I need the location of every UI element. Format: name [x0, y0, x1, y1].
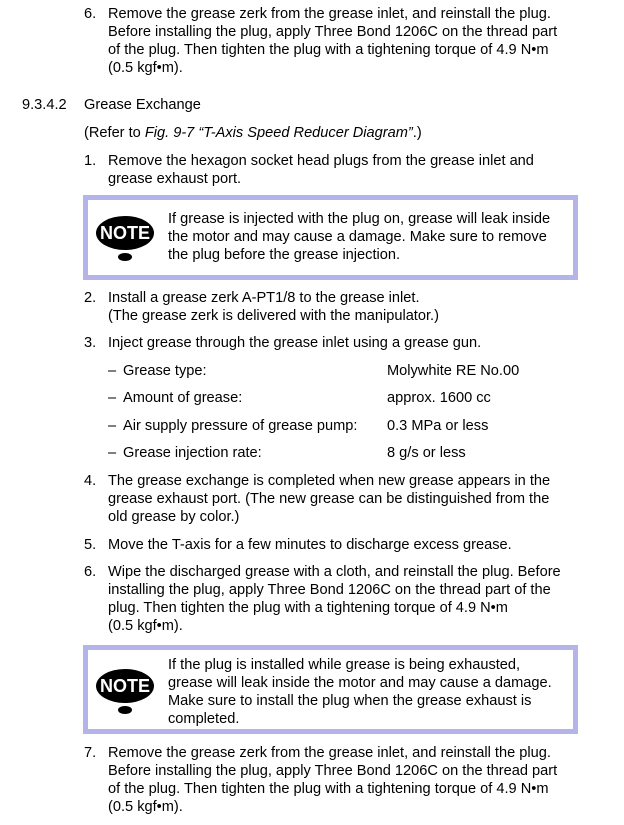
step-number: 6.: [84, 6, 97, 22]
note-icon: [95, 665, 155, 715]
step-text: Move the T-axis for a few minutes to discharge excess grease.: [108, 537, 512, 553]
spec-value: approx. 1600 cc: [387, 390, 491, 406]
step-number: 4.: [84, 473, 97, 489]
step-number: 7.: [84, 745, 97, 761]
section-number: 9.3.4.2: [22, 97, 67, 113]
step-number: 6.: [84, 564, 97, 580]
spec-value: 0.3 MPa or less: [387, 418, 489, 434]
step-number: 2.: [84, 290, 97, 306]
step-text: Remove the grease zerk from the grease inlet, and reinstall the plug. Before installing the plug, apply Three Bond 1206C on the thread part of the plug. Then tighten the plug with a tightening torque of 4.9 N•m (0.5 kgf•m).: [108, 745, 558, 815]
note-text: If grease is injected with the plug on, grease will leak inside the motor and may cause a damage. Make sure to remove the plug before the grease injection.: [168, 211, 551, 263]
note-text: If the plug is installed while grease is being exhausted, grease will leak inside the motor and may cause a damage. Make sure to install the plug when the grease exhaust is completed.: [168, 657, 552, 727]
step-text: Remove the grease zerk from the grease inlet, and reinstall the plug. Before installing the plug, apply Three Bond 1206C on the thread part of the plug. Then tighten the plug with a tightening torque of 4.9 N•m (0.5 kgf•m).: [108, 6, 558, 76]
step-text: Install a grease zerk A-PT1/8 to the grease inlet. (The grease zerk is delivered with the manipulator.): [108, 290, 439, 324]
step-number: 1.: [84, 153, 97, 169]
step-text: Remove the hexagon socket head plugs from the grease inlet and grease exhaust port.: [108, 153, 534, 187]
figure-link[interactable]: Fig. 9-7 “T-Axis Speed Reducer Diagram”: [144, 125, 413, 141]
svg-text:NOTE: NOTE: [99, 223, 151, 243]
figure-reference: (Refer to Fig. 9-7 “T-Axis Speed Reducer Diagram”.): [84, 125, 422, 141]
note-box: [83, 645, 578, 734]
step-text: Wipe the discharged grease with a cloth, and reinstall the plug. Before installing the plug, apply Three Bond 1206C on the thread part of the plug. Then tighten the plug with a tightening torque of 4.9 N•m (0.5 kgf•m).: [108, 564, 561, 634]
step-number: 5.: [84, 537, 97, 553]
step-text: Inject grease through the grease inlet using a grease gun.: [108, 335, 482, 351]
note-icon: [95, 212, 155, 262]
note-box: [83, 195, 578, 280]
step-text: The grease exchange is completed when new grease appears in the grease exhaust port. (The new grease can be distinguished from the old grease by color.): [108, 473, 551, 525]
svg-text:NOTE: NOTE: [99, 676, 151, 696]
spec-value: Molywhite RE No.00: [387, 363, 520, 379]
section-title: Grease Exchange: [84, 97, 201, 113]
step-number: 3.: [84, 335, 97, 351]
spec-value: 8 g/s or less: [387, 445, 466, 461]
spec-label: Grease injection rate:: [123, 445, 262, 461]
spec-label: Grease type:: [123, 363, 207, 379]
spec-label: Air supply pressure of grease pump:: [123, 418, 358, 434]
spec-label: Amount of grease:: [123, 390, 243, 406]
